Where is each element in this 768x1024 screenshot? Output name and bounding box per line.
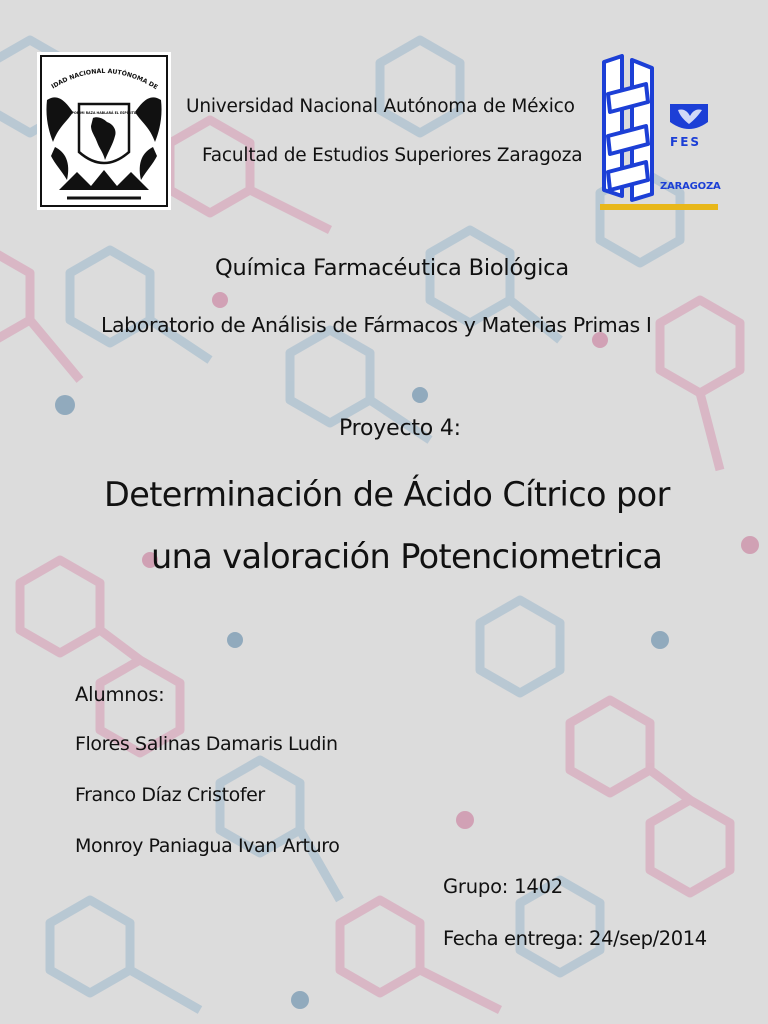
group-number: Grupo: 1402 bbox=[443, 875, 563, 898]
faculty-name: Facultad de Estudios Superiores Zaragoza bbox=[202, 145, 583, 166]
university-name: Universidad Nacional Autónoma de México bbox=[186, 96, 575, 117]
fes-shield-box bbox=[664, 102, 714, 156]
student-name: Franco Díaz Cristofer bbox=[75, 784, 265, 806]
project-title-line-1: Determinación de Ácido Cítrico por bbox=[104, 475, 670, 514]
student-name: Flores Salinas Damaris Ludin bbox=[75, 733, 338, 755]
fes-emblem-icon bbox=[598, 54, 658, 204]
unam-logo-text: IDAD NACIONAL AUTÓNOMA DE bbox=[50, 67, 159, 92]
svg-text:UNIVERSIDAD NACIONAL AUTÓNOMA bbox=[37, 52, 159, 91]
fes-gold-bar bbox=[600, 204, 718, 210]
students-heading: Alumnos: bbox=[75, 683, 165, 706]
course-name: Laboratorio de Análisis de Fármacos y Materias Primas I bbox=[101, 313, 652, 337]
fes-zaragoza-logo bbox=[596, 52, 720, 210]
unam-motto: POR MI RAZA HABLARÁ EL ESPÍRITU bbox=[71, 111, 137, 115]
career-name: Química Farmacéutica Biológica bbox=[215, 255, 569, 281]
unam-seal-icon bbox=[37, 52, 171, 210]
project-title-line-2: una valoración Potenciometrica bbox=[151, 537, 663, 576]
student-name: Monroy Paniagua Ivan Arturo bbox=[75, 835, 340, 857]
project-label: Proyecto 4: bbox=[339, 416, 461, 441]
fes-logo-subtext: ZARAGOZA bbox=[660, 181, 721, 192]
fes-shield-icon bbox=[664, 102, 714, 136]
unam-logo bbox=[37, 52, 171, 210]
due-date: Fecha entrega: 24/sep/2014 bbox=[443, 927, 707, 950]
fes-logo-text: FES bbox=[670, 135, 702, 149]
